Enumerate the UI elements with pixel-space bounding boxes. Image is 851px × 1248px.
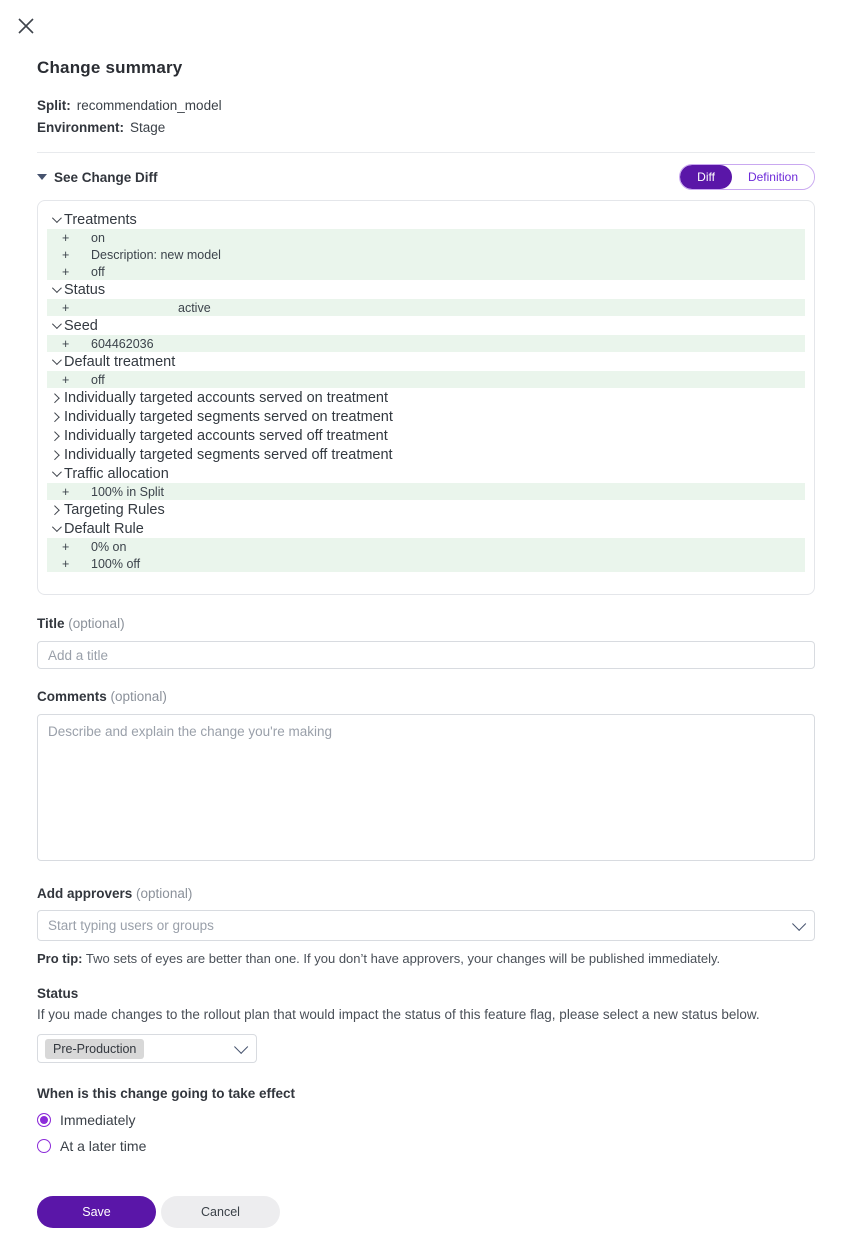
chevron-down-icon: [47, 216, 63, 223]
status-section-label: Status: [37, 986, 79, 1001]
environment-row: [37, 117, 815, 139]
see-change-diff-label: See Change Diff: [54, 169, 158, 185]
title-optional-label: (optional): [68, 616, 125, 631]
diff-group-label: Default Rule: [64, 520, 144, 537]
title-input[interactable]: [37, 641, 815, 669]
diff-added-value: 100% in Split: [91, 484, 164, 499]
diff-tree-group[interactable]: [47, 316, 805, 335]
plus-icon: +: [62, 264, 70, 279]
diff-tree-group[interactable]: [47, 210, 805, 229]
environment-label: Environment:: [37, 120, 125, 135]
radio-option-at-a-later-time[interactable]: [37, 1137, 815, 1154]
save-button[interactable]: Save: [37, 1196, 156, 1228]
title-field-label: Title (optional): [37, 616, 125, 631]
chevron-down-icon: [47, 286, 63, 293]
split-value: recommendation_model: [76, 98, 222, 113]
diff-added-row: [47, 555, 805, 572]
divider: [37, 152, 815, 153]
chevron-right-icon: [47, 413, 63, 420]
diff-added-value: 100% off: [91, 556, 141, 571]
diff-added-value: off: [91, 264, 105, 279]
chevron-down-icon: [47, 470, 63, 477]
diff-added-row: [47, 335, 805, 352]
chevron-down-icon: [47, 525, 63, 532]
diff-tree-group[interactable]: [47, 519, 805, 538]
diff-added-row: [47, 246, 805, 263]
page-title: Change summary: [37, 58, 183, 77]
chevron-down-icon: [234, 1039, 248, 1053]
plus-icon: +: [62, 556, 70, 571]
radio-selected-icon[interactable]: [37, 1113, 51, 1127]
close-icon[interactable]: [14, 14, 38, 38]
meta-info: [37, 95, 815, 139]
effect-radio-group: [37, 1111, 815, 1154]
diff-tree-group[interactable]: [47, 388, 805, 407]
diff-added-value: off: [91, 372, 105, 387]
action-buttons: [37, 1196, 815, 1228]
tab-definition[interactable]: Definition: [732, 165, 814, 189]
comments-optional-label: (optional): [110, 689, 167, 704]
diff-added-value: 604462036: [91, 336, 154, 351]
pro-tip: [37, 950, 777, 967]
diff-group-label: Individually targeted accounts served off treatment: [64, 427, 388, 444]
cancel-button[interactable]: Cancel: [161, 1196, 280, 1228]
radio-option-immediately[interactable]: [37, 1111, 815, 1128]
plus-icon: +: [62, 300, 70, 315]
chevron-right-icon: [47, 451, 63, 458]
diff-added-value: on: [91, 230, 105, 245]
chevron-down-icon: [792, 916, 806, 930]
chevron-right-icon: [47, 394, 63, 401]
pro-tip-text: Two sets of eyes are better than one. If you don’t have approvers, your changes will be published immediately.: [85, 951, 721, 966]
diff-tree-group[interactable]: [47, 500, 805, 519]
diff-group-label: Individually targeted accounts served on treatment: [64, 389, 389, 406]
diff-group-label: Traffic allocation: [64, 465, 169, 482]
diff-added-row: [47, 483, 805, 500]
split-row: [37, 95, 815, 117]
status-select[interactable]: [37, 1034, 257, 1063]
plus-icon: +: [62, 372, 70, 387]
radio-label: At a later time: [60, 1137, 147, 1154]
pro-tip-label: Pro tip:: [37, 951, 83, 966]
comments-textarea[interactable]: [37, 714, 815, 861]
chevron-right-icon: [47, 506, 63, 513]
diff-added-row: [47, 371, 805, 388]
diff-tree-group[interactable]: [47, 280, 805, 299]
status-description: If you made changes to the rollout plan that would impact the status of this feature flag, please select a new status below.: [37, 1007, 760, 1022]
approvers-optional-label: (optional): [136, 886, 193, 901]
see-change-diff-collapser[interactable]: [37, 170, 158, 185]
chevron-down-icon: [47, 358, 63, 365]
diff-panel: [37, 200, 815, 595]
diff-definition-toggle: [679, 164, 815, 190]
diff-added-row: [47, 538, 805, 555]
status-selected-badge: Pre-Production: [45, 1039, 144, 1059]
diff-section-header: [37, 164, 815, 190]
approvers-input[interactable]: [37, 910, 815, 941]
diff-group-label: Individually targeted segments served on treatment: [64, 408, 393, 425]
radio-label: Immediately: [60, 1111, 136, 1128]
diff-group-label: Status: [64, 281, 106, 298]
plus-icon: +: [62, 539, 70, 554]
diff-added-row: [47, 263, 805, 280]
diff-tree-group[interactable]: [47, 407, 805, 426]
approvers-field-label: Add approvers (optional): [37, 886, 193, 901]
diff-added-value: 0% on: [91, 539, 127, 554]
chevron-right-icon: [47, 432, 63, 439]
diff-tree-group[interactable]: [47, 464, 805, 483]
diff-tree-group[interactable]: [47, 426, 805, 445]
diff-tree-group[interactable]: [47, 352, 805, 371]
effect-section-label: When is this change going to take effect: [37, 1086, 296, 1101]
diff-group-label: Treatments: [64, 211, 137, 228]
diff-tree-group[interactable]: [47, 445, 805, 464]
diff-group-label: Individually targeted segments served off treatment: [64, 446, 393, 463]
diff-added-row: [47, 229, 805, 246]
plus-icon: +: [62, 336, 70, 351]
chevron-down-icon: [47, 322, 63, 329]
diff-group-label: Default treatment: [64, 353, 176, 370]
plus-icon: +: [62, 230, 70, 245]
approvers-placeholder: Start typing users or groups: [48, 918, 214, 933]
plus-icon: +: [62, 247, 70, 262]
diff-group-label: Targeting Rules: [64, 501, 165, 518]
diff-added-value: active: [178, 300, 211, 315]
plus-icon: +: [62, 484, 70, 499]
diff-added-row: [47, 299, 805, 316]
comments-field-label: Comments (optional): [37, 689, 167, 704]
tab-diff[interactable]: Diff: [680, 165, 732, 189]
environment-value: Stage: [130, 120, 166, 135]
triangle-down-icon: [37, 174, 47, 180]
radio-unselected-icon[interactable]: [37, 1139, 51, 1153]
diff-group-label: Seed: [64, 317, 98, 334]
split-label: Split:: [37, 98, 71, 113]
diff-added-value: Description: new model: [91, 247, 221, 262]
